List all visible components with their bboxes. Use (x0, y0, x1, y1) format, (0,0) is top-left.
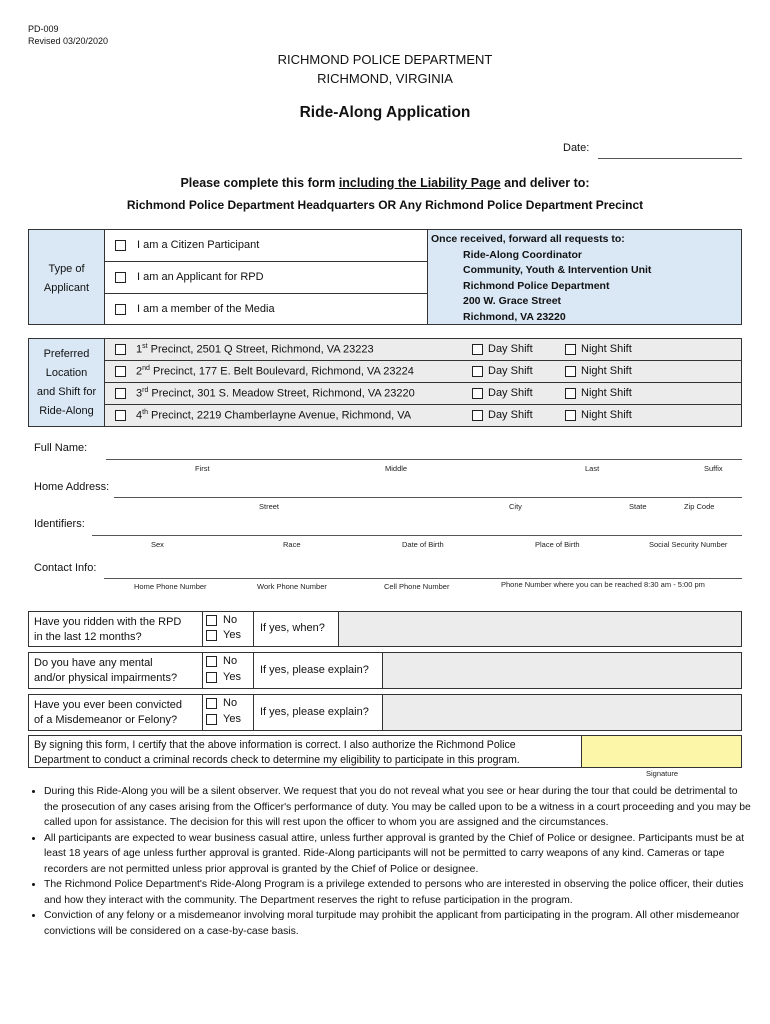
first-caption: First (195, 464, 210, 473)
instruction-line-1: Please complete this form including the Liability Page and deliver to: (180, 176, 590, 190)
question-2-followup-field[interactable] (382, 652, 742, 689)
page-title: Ride-Along Application (299, 104, 471, 121)
question-3-answer[interactable] (202, 694, 254, 731)
certification-text-cell (28, 735, 582, 768)
forward-line-3: Richmond Police Department (463, 279, 610, 292)
precinct-label-4: Ride-Along (39, 405, 94, 417)
precinct-row[interactable] (104, 360, 742, 383)
race-caption: Race (283, 540, 301, 549)
applicant-option-media[interactable] (104, 293, 428, 325)
precinct-2-label: 2nd Precinct, 177 E. Belt Boulevard, Richmond, VA 23224 (136, 365, 414, 378)
home-phone-caption: Home Phone Number (134, 582, 207, 591)
precinct-3-checkbox[interactable] (115, 388, 126, 399)
forward-line-4: 200 W. Grace Street (463, 295, 562, 308)
question-2-cell: Do you have any mental and/or physical impairments? (28, 652, 203, 689)
day-shift-4-label: Day Shift (488, 409, 533, 421)
certification-line-1: By signing this form, I certify that the above information is correct. I also authorize the Richmond Police (34, 739, 516, 751)
precinct-3-label: 3rd Precinct, 301 S. Meadow Street, Richmond, VA 23220 (136, 387, 415, 400)
precinct-1-checkbox[interactable] (115, 344, 126, 355)
list-item: • All participants are expected to wear business casual attire, unless further approval is granted by the Chief of Police or designee. Participants must be at least 18 years of age unless further approval is granted. Ride-Along participants will not be permitted to carry weapons of any kind. Cameras or tape recorders are not permitted unless prior approval is granted by the Chief of Police or designee. (44, 831, 754, 878)
date-field[interactable] (598, 158, 742, 159)
q2-no-label: No (223, 655, 238, 667)
last-caption: Last (585, 464, 600, 473)
pob-caption: Place of Birth (535, 540, 580, 549)
question-3-followup-field[interactable] (382, 694, 742, 731)
forward-line-2: Community, Youth & Intervention Unit (463, 264, 652, 277)
cell-phone-caption: Cell Phone Number (384, 582, 450, 591)
night-shift-3-checkbox[interactable] (565, 388, 576, 399)
rpd-applicant-checkbox[interactable] (115, 272, 126, 283)
dob-caption: Date of Birth (402, 540, 444, 549)
reach-phone-caption: Phone Number where you can be reached 8:30 am - 5:00 pm (501, 580, 705, 589)
night-shift-1-checkbox[interactable] (565, 344, 576, 355)
applicant-option-citizen[interactable] (104, 229, 428, 262)
city-caption: City (509, 502, 522, 511)
q3-no-label: No (223, 697, 238, 709)
precinct-1-label: 1st Precinct, 2501 Q Street, Richmond, VA 23223 (136, 343, 374, 356)
home-address-field[interactable] (114, 497, 742, 498)
identifiers-field[interactable] (92, 535, 742, 536)
revised-date: Revised 03/20/2020 (28, 36, 109, 46)
date-label: Date: (563, 142, 590, 154)
precinct-row[interactable] (104, 382, 742, 405)
q3-no-checkbox[interactable] (206, 698, 217, 709)
question-1-followup-field[interactable] (338, 611, 742, 647)
zip-caption: Zip Code (684, 502, 715, 511)
work-phone-caption: Work Phone Number (257, 582, 327, 591)
q1-no-checkbox[interactable] (206, 615, 217, 626)
home-address-label: Home Address: (34, 481, 110, 493)
night-shift-2-checkbox[interactable] (565, 366, 576, 377)
question-2-answer[interactable] (202, 652, 254, 689)
night-shift-1-label: Night Shift (581, 343, 632, 355)
applicant-option-rpd[interactable] (104, 261, 428, 294)
precinct-4-checkbox[interactable] (115, 410, 126, 421)
precinct-4-label: 4th Precinct, 2219 Chamberlayne Avenue, Richmond, VA (136, 409, 412, 422)
ssn-caption: Social Security Number (649, 540, 728, 549)
q2-yes-checkbox[interactable] (206, 672, 217, 683)
precinct-label-1: Preferred (43, 348, 90, 360)
precinct-row[interactable] (104, 404, 742, 427)
form-id: PD-009 (28, 24, 59, 34)
question-1-answer[interactable] (202, 611, 254, 647)
day-shift-3-label: Day Shift (488, 387, 533, 399)
department-name: RICHMOND POLICE DEPARTMENT (277, 52, 493, 67)
terms-list (32, 784, 754, 939)
list-item: • During this Ride-Along you will be a silent observer. We request that you do not reveal what you see or hear during the tour that could be detrimental to the prosecution of any cases arising from the Officer's performance of duty. You may be called upon to be a witness in a court proceeding and you may be called upon for assistance. The decision for this will rest upon the officer to whom you are assigned and the circumstances. (44, 784, 754, 831)
forward-line-5: Richmond, VA 23220 (463, 310, 566, 323)
question-2-followup-label: If yes, please explain? (253, 652, 383, 689)
night-shift-3-label: Night Shift (581, 387, 632, 399)
night-shift-4-checkbox[interactable] (565, 410, 576, 421)
q1-yes-label: Yes (223, 629, 241, 641)
applicant-label-1: Type of (48, 263, 85, 275)
question-1-cell: Have you ridden with the RPD in the last 12 months? (28, 611, 203, 647)
sex-caption: Sex (151, 540, 164, 549)
instruction-line-2: Richmond Police Department Headquarters OR Any Richmond Police Department Precinct (126, 198, 644, 212)
precinct-row[interactable] (104, 338, 742, 361)
precinct-2-checkbox[interactable] (115, 366, 126, 377)
signature-caption: Signature (646, 769, 679, 778)
list-item: • The Richmond Police Department's Ride-Along Program is a privilege extended to persons who are interested in observing the police officer, their duties and how they interact with the community. The Department reserves the right to refuse participation in the program. (44, 877, 754, 908)
full-name-field[interactable] (106, 459, 742, 460)
street-caption: Street (259, 502, 280, 511)
question-3-cell: Have you ever been convicted of a Misdemeanor or Felony? (28, 694, 203, 731)
forward-title: Once received, forward all requests to: (431, 233, 625, 245)
night-shift-2-label: Night Shift (581, 365, 632, 377)
day-shift-1-label: Day Shift (488, 343, 533, 355)
state-caption: State (629, 502, 647, 511)
certification-line-2: Department to conduct a criminal records check to determine my eligibility to participate in this program. (34, 754, 520, 766)
media-checkbox[interactable] (115, 304, 126, 315)
applicant-label-2: Applicant (43, 282, 90, 294)
contact-info-field[interactable] (104, 578, 742, 579)
contact-info-label: Contact Info: (34, 562, 97, 574)
precinct-label-cell (28, 338, 105, 427)
forward-line-1: Ride-Along Coordinator (463, 248, 582, 261)
full-name-label: Full Name: (34, 442, 88, 454)
department-city: RICHMOND, VIRGINIA (317, 71, 453, 86)
q1-no-label: No (223, 614, 238, 626)
suffix-caption: Suffix (704, 464, 723, 473)
day-shift-4-checkbox[interactable] (472, 410, 483, 421)
rpd-applicant-label: I am an Applicant for RPD (137, 271, 264, 283)
list-item: • Conviction of any felony or a misdemeanor involving moral turpitude may prohibit the applicant from participating in the program. All other misdemeanor convictions will be considered on a case-by-case basis. (44, 908, 754, 939)
day-shift-2-checkbox[interactable] (472, 366, 483, 377)
night-shift-4-label: Night Shift (581, 409, 632, 421)
q3-yes-checkbox[interactable] (206, 714, 217, 725)
q3-yes-label: Yes (223, 713, 241, 725)
middle-caption: Middle (385, 464, 408, 473)
signature-field[interactable] (581, 735, 742, 768)
citizen-checkbox[interactable] (115, 240, 126, 251)
citizen-label: I am a Citizen Participant (137, 239, 260, 251)
question-1-followup-label: If yes, when? (253, 611, 339, 647)
identifiers-label: Identifiers: (34, 518, 85, 530)
q2-yes-label: Yes (223, 671, 241, 683)
forward-address-cell (427, 229, 742, 325)
day-shift-2-label: Day Shift (488, 365, 533, 377)
applicant-type-label-cell (28, 229, 105, 325)
media-label: I am a member of the Media (137, 303, 275, 315)
q2-no-checkbox[interactable] (206, 656, 217, 667)
q1-yes-checkbox[interactable] (206, 630, 217, 641)
precinct-label-3: and Shift for (36, 386, 97, 398)
day-shift-3-checkbox[interactable] (472, 388, 483, 399)
day-shift-1-checkbox[interactable] (472, 344, 483, 355)
precinct-label-2: Location (45, 367, 88, 379)
question-3-followup-label: If yes, please explain? (253, 694, 383, 731)
